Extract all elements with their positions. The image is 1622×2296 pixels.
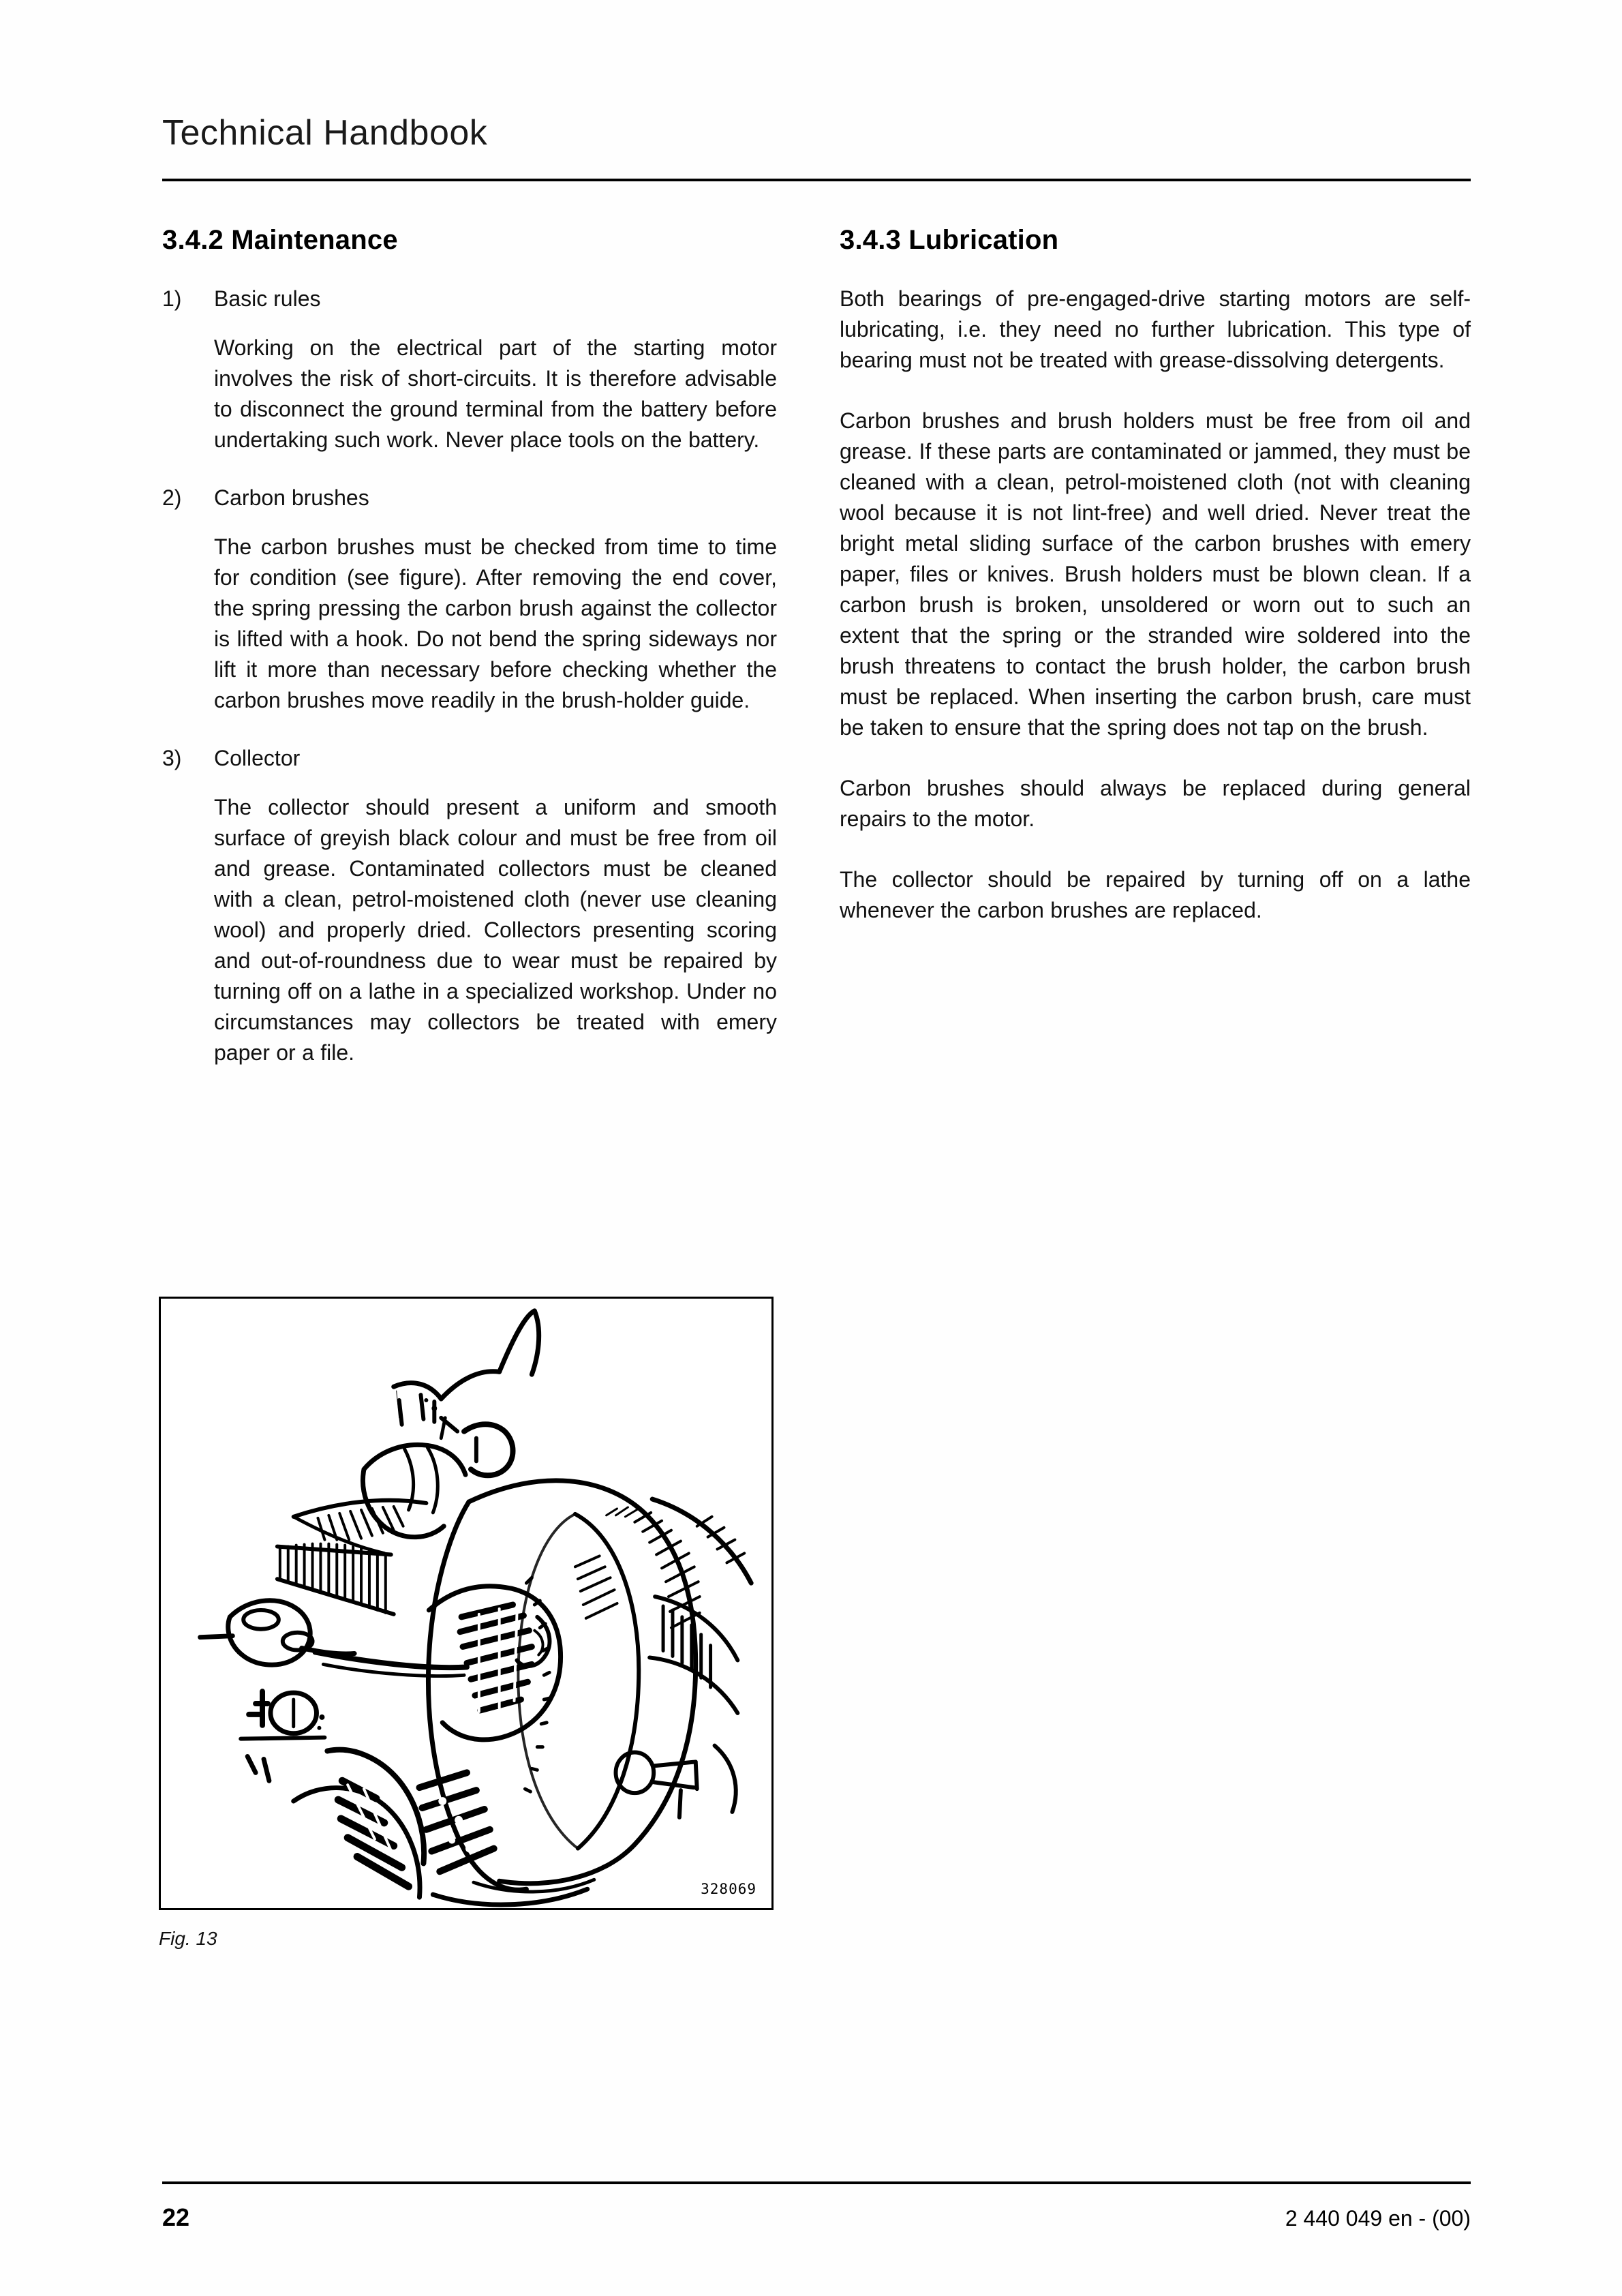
list-item-body: Working on the electrical part of the starting motor involves the risk of short-circuits. It is therefore advisable to disconnect the ground terminal from the battery before undertaking such work. Never place tools on the battery.: [214, 335, 777, 452]
footer-divider: [162, 2181, 1471, 2184]
footer-page-number: 22: [162, 2203, 190, 2231]
footer-document-code: 2 440 049 en - (00): [1285, 2206, 1471, 2231]
figure-frame: [159, 1297, 774, 1910]
list-item-body: The carbon brushes must be checked from time to time for condition (see figure). After removing the end cover, the spring pressing the carbon brush against the collector is lifted with a hook. Do not bend the spring sideways nor lift it more than necessary before checking whether the carbon brushes move readily in the brush-holder guide.: [214, 534, 777, 712]
numbered-item: [162, 284, 777, 455]
page-footer: [162, 2203, 1471, 2232]
list-item-body: The collector should present a uniform and smooth surface of greyish black colour and must be free from oil and grease. Contaminated collectors must be cleaned with a clean, petrol-moistened cloth (never use cleaning wool) and properly dried. Collectors presenting scoring and out-of-roundness due to wear must be repaired by turning off on a lathe in a specialized workshop. Under no circumstances may collectors be treated with emery paper or a file.: [214, 795, 777, 1065]
list-item-title: Carbon brushes: [214, 485, 369, 510]
numbered-item: [162, 483, 777, 716]
right-column: [840, 225, 1471, 926]
figure-caption: Fig. 13: [159, 1928, 217, 1949]
list-number: 3): [162, 746, 182, 770]
list-number: 1): [162, 286, 182, 311]
list-number: 2): [162, 485, 182, 510]
section-heading-lubrication: 3.4.3 Lubrication: [840, 225, 1059, 255]
page-header: [162, 115, 1471, 152]
header-title: Technical Handbook: [162, 113, 488, 153]
figure-part-number: 328069: [701, 1881, 756, 1897]
paragraph: Both bearings of pre-engaged-drive starting motors are self-lubricating, i.e. they need no further lubrication. This type of bearing must not be treated with grease-dissolving detergents.: [840, 286, 1471, 372]
list-item-title: Collector: [214, 746, 301, 770]
figure-block: [159, 1297, 776, 1950]
paragraph: Carbon brushes and brush holders must be free from oil and grease. If these parts are contaminated or jammed, they must be cleaned with a clean, petrol-moistened cloth (not with cleaning wool because it is not lint-free) and well dried. Never treat the bright metal sliding surface of the carbon brushes with emery paper, files or knives. Brush holders must be blown clean. If a carbon brush is broken, unsoldered or worn out to such an extent that the spring or the stranded wire soldered into the brush threatens to contact the brush holder, the carbon brush must be replaced. When inserting the carbon brush, care must be taken to ensure that the spring does not tap on the brush.: [840, 408, 1471, 740]
paragraph: Carbon brushes should always be replaced during general repairs to the motor.: [840, 776, 1471, 831]
section-heading-maintenance: 3.4.2 Maintenance: [162, 225, 398, 255]
list-item-title: Basic rules: [214, 286, 321, 311]
paragraph: The collector should be repaired by turning off on a lathe whenever the carbon brushes are replaced.: [840, 867, 1471, 922]
left-column: [162, 225, 777, 1096]
numbered-item: [162, 743, 777, 1068]
header-divider: [162, 179, 1471, 181]
starter-motor-illustration: [161, 1299, 771, 1908]
